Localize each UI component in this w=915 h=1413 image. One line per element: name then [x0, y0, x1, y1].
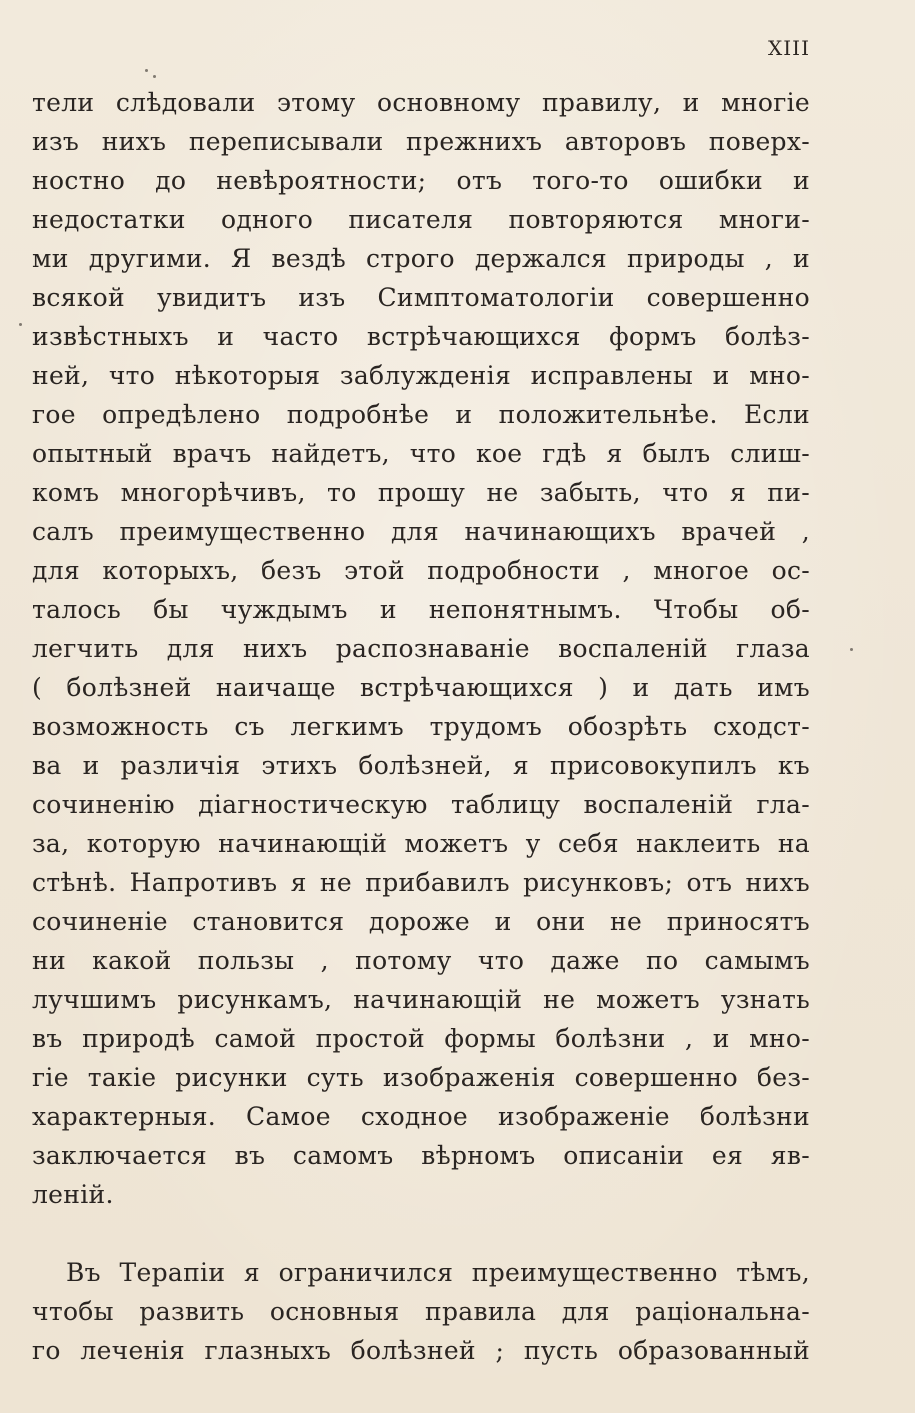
text-line: легчить для нихъ распознаваніе воспаленій глаза: [32, 634, 810, 663]
text-line: изъ нихъ переписывали прежнихъ авторовъ поверх-: [32, 127, 810, 156]
text-line: гое опредѣлено подробнѣе и положительнѣе. Если: [32, 400, 810, 429]
text-line: ва и различія этихъ болѣзней, я присовокупилъ къ: [32, 751, 810, 780]
text-line: въ природѣ самой простой формы болѣзни , и мно-: [32, 1024, 810, 1053]
text-line: характерныя. Самое сходное изображеніе болѣзни: [32, 1102, 810, 1131]
text-line: лучшимъ рисункамъ, начинающій не можетъ узнать: [32, 985, 810, 1014]
text-line: заключается въ самомъ вѣрномъ описаніи ея яв-: [32, 1141, 810, 1170]
text-line: опытный врачъ найдетъ, что кое гдѣ я былъ слиш-: [32, 439, 810, 468]
ink-speck: [19, 323, 22, 326]
text-line: леній.: [32, 1180, 114, 1209]
text-line: ностно до невѣроятности; отъ того-то ошибки и: [32, 166, 810, 195]
text-line: для которыхъ, безъ этой подробности , многое ос-: [32, 556, 810, 585]
text-line: тели слѣдовали этому основному правилу, и многіе: [32, 88, 810, 117]
first-paragraph: [32, 83, 810, 1214]
second-paragraph: [32, 1253, 810, 1370]
text-line: сочиненію діагностическую таблицу воспаленій гла-: [32, 790, 810, 819]
text-line: го леченія глазныхъ болѣзней ; пусть образованный: [32, 1336, 810, 1365]
text-line: комъ многорѣчивъ, то прошу не забыть, что я пи-: [32, 478, 810, 507]
ink-speck: [153, 75, 156, 78]
text-line: ми другими. Я вездѣ строго держался природы , и: [32, 244, 810, 273]
text-line: извѣстныхъ и часто встрѣчающихся формъ болѣз-: [32, 322, 810, 351]
text-line: за, которую начинающій можетъ у себя наклеить на: [32, 829, 810, 858]
text-line: ( болѣзней наичаще встрѣчающихся ) и дать имъ: [32, 673, 810, 702]
text-line: ней, что нѣкоторыя заблужденія исправлены и мно-: [32, 361, 810, 390]
text-line: Въ Терапіи я ограничился преимущественно тѣмъ,: [66, 1258, 810, 1287]
text-line: ни какой пользы , потому что даже по самымъ: [32, 946, 810, 975]
text-line: талось бы чуждымъ и непонятнымъ. Чтобы об-: [32, 595, 810, 624]
text-line: возможность съ легкимъ трудомъ обозрѣть сходст-: [32, 712, 810, 741]
text-line: гіе такіе рисунки суть изображенія совершенно без-: [32, 1063, 810, 1092]
text-line: стѣнѣ. Напротивъ я не прибавилъ рисунковъ; отъ нихъ: [32, 868, 810, 897]
text-line: сочиненіе становится дороже и они не приносятъ: [32, 907, 810, 936]
text-line: чтобы развить основныя правила для раціональна-: [32, 1297, 810, 1326]
text-line: салъ преимущественно для начинающихъ врачей ,: [32, 517, 810, 546]
text-line: недостатки одного писателя повторяются многи-: [32, 205, 810, 234]
page-number: XIII: [768, 36, 810, 60]
ink-speck: [850, 648, 853, 651]
text-line: всякой увидитъ изъ Симптоматологіи совершенно: [32, 283, 810, 312]
ink-speck: [145, 69, 148, 72]
